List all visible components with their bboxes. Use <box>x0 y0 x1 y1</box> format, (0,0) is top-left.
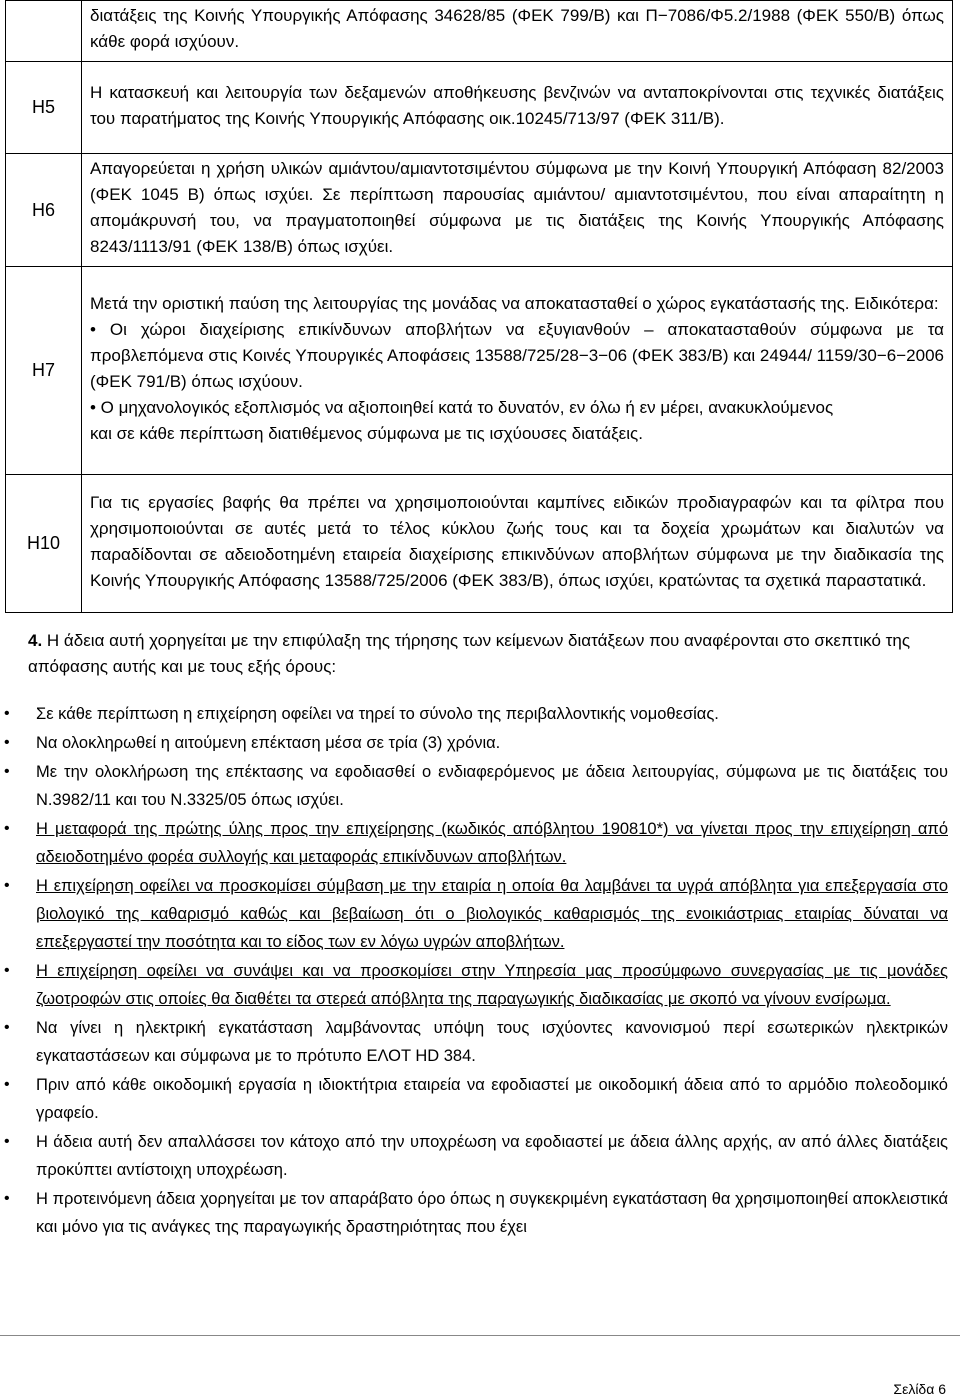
table-row <box>6 62 953 154</box>
list-item <box>0 758 960 814</box>
paragraph: και σε κάθε περίπτωση διατιθέμενος σύμφωνα με τις ισχύουσες διατάξεις. <box>90 423 643 443</box>
bullet-icon: • <box>4 705 10 722</box>
condition-text: Η προτεινόμενη άδεια χορηγείται με τον απαράβατο όρο όπως η συγκεκριμένη εγκατάσταση θα χρησιμοποιηθεί αποκλειστικά και μόνο για τις ανάγκες της παραγωγικής δραστηριότητας που έχει <box>36 1190 948 1236</box>
section-text: Η άδεια αυτή χορηγείται με την επιφύλαξη της τήρησης των κείμενων διατάξεων που αναφέρονται στο σκεπτικό της απόφασης αυτής και με τους εξής όρους: <box>28 631 911 676</box>
condition-text: Με την ολοκλήρωση της επέκτασης να εφοδιασθεί ο ενδιαφερόμενος με άδεια λειτουργίας, σύμφωνα με τις διατάξεις του Ν.3982/11 και του Ν.3325/05 όπως ισχύει. <box>36 763 948 809</box>
list-item <box>0 1071 960 1127</box>
bullet-icon: • <box>4 820 10 837</box>
condition-text: Σε κάθε περίπτωση η επιχείρηση οφείλει να τηρεί το σύνολο της περιβαλλοντικής νομοθεσίας. <box>36 705 719 723</box>
row-code <box>6 1 82 62</box>
table-row <box>6 475 953 613</box>
bullet-icon: • <box>4 1190 10 1207</box>
paragraph: διατάξεις της Κοινής Υπουργικής Απόφασης 34628/85 (ΦΕΚ 799/Β) και Π−7086/Φ5.2/1988 (ΦΕΚ 550/Β) όπως κάθε φορά ισχύουν. <box>90 6 944 51</box>
table-row <box>6 267 953 475</box>
table-row <box>6 154 953 267</box>
bullet-icon: • <box>4 734 10 751</box>
list-item <box>0 815 960 871</box>
bullet-icon: • <box>4 763 10 780</box>
table-row <box>6 1 953 62</box>
condition-text: Η άδεια αυτή δεν απαλλάσσει τον κάτοχο από την υποχρέωση να εφοδιαστεί με άδεια άλλης αρχής, αν από άλλες διατάξεις προκύπτει αντίστοιχη υποχρέωση. <box>36 1133 948 1179</box>
row-code: Η5 <box>6 62 82 154</box>
conditions-table <box>5 0 953 613</box>
row-text <box>82 1 953 62</box>
row-text <box>82 154 953 267</box>
bullet-icon: • <box>4 1019 10 1036</box>
list-item <box>0 957 960 1013</box>
conditions-list <box>0 700 960 1242</box>
paragraph: • Ο μηχανολογικός εξοπλισμός να αξιοποιηθεί κατά το δυνατόν, εν όλω ή εν μέρει, ανακυκλούμενος <box>90 397 834 417</box>
list-item <box>0 1128 960 1184</box>
row-text <box>82 62 953 154</box>
condition-text: Πριν από κάθε οικοδομική εργασία η ιδιοκτήτρια εταιρεία να εφοδιαστεί με οικοδομική άδεια από το αρμόδιο πολεοδομικό γραφείο. <box>36 1076 948 1122</box>
condition-text: Η επιχείρηση οφείλει να συνάψει και να προσκομίσει στην Υπηρεσία μας προσύμφωνο συνεργασίας με τις μονάδες ζωοτροφών στις οποίες θα διαθέτει τα στερεά απόβλητα της παραγωγικής διαδικασίας με σκοπό να γίνουν ενσίρωμα. <box>36 962 948 1008</box>
bullet-icon: • <box>4 1133 10 1150</box>
bullet-icon: • <box>4 877 10 894</box>
bullet-icon: • <box>4 962 10 979</box>
paragraph: Η κατασκευή και λειτουργία των δεξαμενών αποθήκευσης βενζινών να ανταποκρίνονται στις τεχνικές διατάξεις του παρατήματος της Κοινής Υπουργικής Απόφασης οικ.10245/713/97 (ΦΕΚ 311/Β). <box>90 82 944 128</box>
condition-text: Η μεταφορά της πρώτης ύλης προς την επιχείρησης (κωδικός απόβλητου 190810*) να γίνεται προς την επιχείρηση από αδειοδοτημένο φορέα συλλογής και μεταφοράς επικίνδυνων αποβλήτων. <box>36 820 948 866</box>
section-4-intro <box>28 628 948 680</box>
paragraph: Για τις εργασίες βαφής θα πρέπει να χρησιμοποιούνται καμπίνες ειδικών προδιαγραφών και τα φίλτρα που χρησιμοποιούνται σε αυτές μετά το τέλος κύκλου ζωής τους και τα δοχεία χρωμάτων και διαλυτών να παραδίδονται σε αδειοδοτημένη εταιρεία διαχείρισης επικινδύνων αποβλήτων σύμφωνα με την διαδικασία της Κοινής Υπουργικής Απόφασης 13588/725/2006 (ΦΕΚ 383/Β), όπως ισχύει, κρατώντας τα σχετικά παραστατικά. <box>90 492 944 590</box>
list-item <box>0 1185 960 1241</box>
row-text <box>82 475 953 613</box>
row-code: Η7 <box>6 267 82 475</box>
row-text <box>82 267 953 475</box>
paragraph: Απαγορεύεται η χρήση υλικών αμιάντου/αμιαντοτσιμέντου σύμφωνα με την Κοινή Υπουργική Απόφαση 82/2003 (ΦΕΚ 1045 Β) όπως ισχύει. Σε περίπτωση παρουσίας αμιάντου/ αμιαντοτσιμέντου, που είναι απαραίτητη η απομάκρυνσή του, να πραγματοποιηθεί σύμφωνα με τις διατάξεις της Κοινής Υπουργικής Απόφασης 8243/1113/91 (ΦΕΚ 138/Β) όπως ισχύει. <box>90 159 944 256</box>
page-number: Σελίδα 6 <box>893 1381 946 1397</box>
list-item <box>0 729 960 757</box>
bullet-icon: • <box>4 1076 10 1093</box>
condition-text: Να γίνει η ηλεκτρική εγκατάσταση λαμβάνοντας υπόψη τους ισχύοντες κανονισμού περί εσωτερικών ηλεκτρικών εγκαταστάσεων και σύμφωνα με το πρότυπο ΕΛΟΤ HD 384. <box>36 1019 948 1065</box>
paragraph: Μετά την οριστική παύση της λειτουργίας της μονάδας να αποκατασταθεί ο χώρος εγκατάστασής της. Ειδικότερα: <box>90 293 939 313</box>
list-item <box>0 872 960 956</box>
list-item <box>0 1014 960 1070</box>
paragraph: • Οι χώροι διαχείρισης επικίνδυνων αποβλήτων να εξυγιανθούν – αποκατασταθούν σύμφωνα με τα προβλεπόμενα στις Κοινές Υπουργικές Αποφάσεις 13588/725/28−3−06 (ΦΕΚ 383/Β) και 24944/ 1159/30−6−2006 (ΦΕΚ 791/Β) όπως ισχύουν. <box>90 319 944 391</box>
condition-text: Η επιχείρηση οφείλει να προσκομίσει σύμβαση με την εταιρία η οποία θα λαμβάνει τα υγρά απόβλητα για επεξεργασία στο βιολογικό της καθαρισμό καθώς και βεβαίωση ότι ο βιολογικός καθαρισμός της ενοικιάστριας εταιρίας δύναται να επεξεργαστεί την ποσότητα και το είδος των εν λόγω υγρών αποβλήτων. <box>36 877 948 951</box>
section-number: 4. <box>28 631 43 650</box>
row-code: Η10 <box>6 475 82 613</box>
row-code: Η6 <box>6 154 82 267</box>
footer-divider <box>0 1335 960 1336</box>
condition-text: Να ολοκληρωθεί η αιτούμενη επέκταση μέσα σε τρία (3) χρόνια. <box>36 734 501 752</box>
list-item <box>0 700 960 728</box>
